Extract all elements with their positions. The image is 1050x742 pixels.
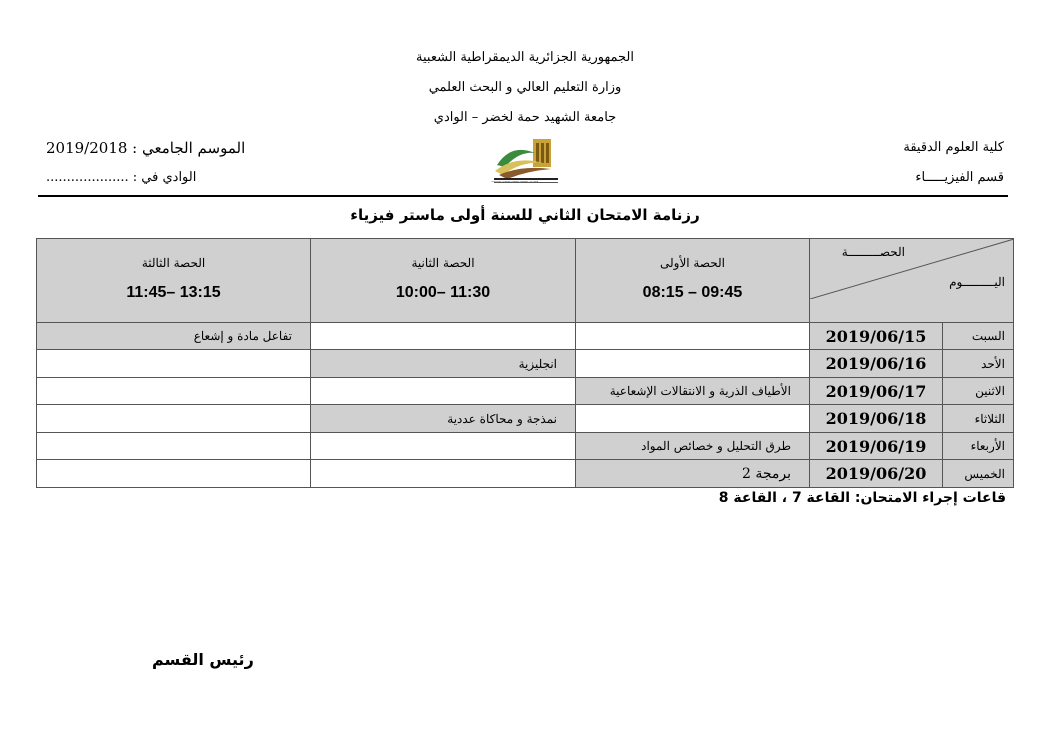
row-2-date: 2019/06/16 (810, 350, 943, 378)
row-2-day: الأحد (943, 350, 1014, 378)
session-2-header (311, 239, 576, 323)
logo-caption: Université Echahid Hamma Lakhdar - El Oued (491, 181, 539, 183)
row-1-date: 2019/06/15 (810, 322, 943, 350)
row-5-session-1: طرق التحليل و خصائص المواد (576, 432, 810, 460)
row-1-day: السبت (943, 322, 1014, 350)
session-1-header (576, 239, 810, 323)
row-5-session-2 (311, 432, 576, 460)
row-5-day: الأربعاء (943, 432, 1014, 460)
row-6-session-2 (311, 460, 576, 488)
row-6-day: الخميس (943, 460, 1014, 488)
row-1-session-2 (311, 322, 576, 350)
exam-halls-note: قاعات إجراء الامتحان: القاعة 7 ، القاعة 8 (718, 490, 1006, 506)
row-4-session-3 (37, 405, 311, 433)
row-1-session-1 (576, 322, 810, 350)
row-4-date: 2019/06/18 (810, 405, 943, 433)
header-divider (38, 195, 1008, 197)
faculty-name: كلية العلوم الدقيقة (903, 140, 1004, 155)
department-head-signature: رئيس القسم (152, 650, 254, 669)
row-2-session-3 (37, 350, 311, 378)
header-university: جامعة الشهيد حمة لخضر – الوادي (433, 110, 617, 125)
corner-diagonal (810, 239, 1014, 299)
university-logo (491, 135, 561, 187)
academic-season: الموسم الجامعي : 2019/2018 (46, 139, 246, 157)
table-row (37, 377, 1014, 405)
row-6-date: 2019/06/20 (810, 460, 943, 488)
session-3-name: الحصة الثالثة (141, 256, 206, 271)
department-name: قسم الفيزيـــــاء (915, 170, 1004, 185)
page-title: رزنامة الامتحان الثاني للسنة أولى ماستر فيزياء (350, 206, 700, 224)
table-row (37, 405, 1014, 433)
table-row (37, 322, 1014, 350)
row-3-date: 2019/06/17 (810, 377, 943, 405)
corner-header (810, 239, 1014, 323)
row-4-day: الثلاثاء (943, 405, 1014, 433)
table-row (37, 460, 1014, 488)
row-3-day: الاثنين (943, 377, 1014, 405)
session-2-name: الحصة الثانية (411, 256, 475, 271)
table-row (37, 350, 1014, 378)
row-3-session-2 (311, 377, 576, 405)
row-5-session-3 (37, 432, 311, 460)
session-1-time: 08:15 – 09:45 (642, 284, 743, 302)
row-2-session-1 (576, 350, 810, 378)
header-republic: الجمهورية الجزائرية الديمقراطية الشعبية (416, 50, 634, 65)
exam-schedule-table (36, 238, 1014, 488)
session-1-name: الحصة الأولى (659, 256, 726, 271)
session-3-time: 11:45– 13:15 (126, 284, 221, 302)
corner-day-label: اليـــــــــوم (949, 275, 1005, 289)
table-row (37, 432, 1014, 460)
header-ministry: وزارة التعليم العالي و البحث العلمي (428, 80, 622, 95)
row-1-session-3: تفاعل مادة و إشعاع (37, 322, 311, 350)
row-5-date: 2019/06/19 (810, 432, 943, 460)
place-date: الوادي في : .................... (46, 170, 197, 185)
row-3-session-3 (37, 377, 311, 405)
row-6-session-3 (37, 460, 311, 488)
row-4-session-1 (576, 405, 810, 433)
session-2-time: 10:00– 11:30 (395, 284, 491, 302)
table-header-row (37, 239, 1014, 323)
corner-session-label: الحصـــــــــة (841, 245, 905, 259)
row-6-session-1: برمجة 2 (576, 460, 810, 488)
session-3-header (37, 239, 311, 323)
row-3-session-1: الأطياف الذرية و الانتقالات الإشعاعية (576, 377, 810, 405)
row-2-session-2: انجليزية (311, 350, 576, 378)
row-4-session-2: نمذجة و محاكاة عددية (311, 405, 576, 433)
